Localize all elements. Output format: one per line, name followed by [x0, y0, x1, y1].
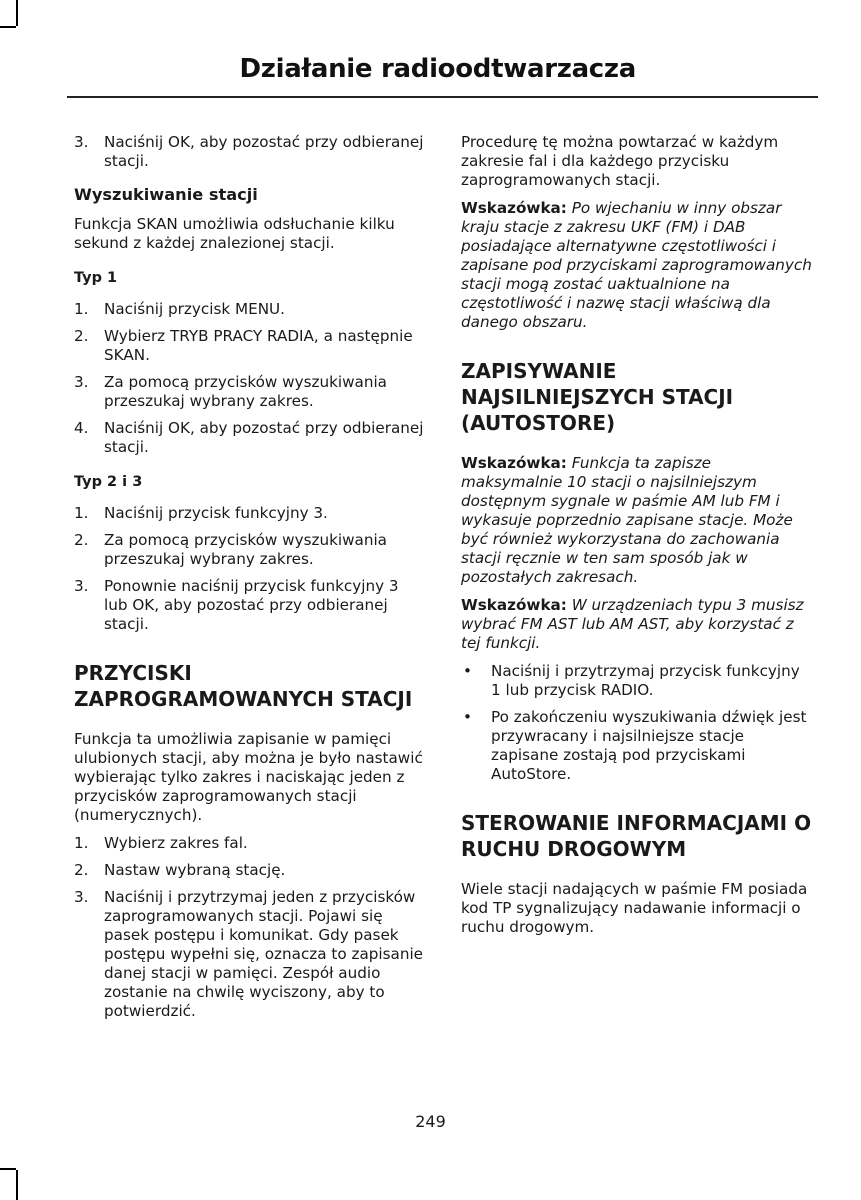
list-item — [74, 834, 426, 853]
list-item — [74, 419, 426, 457]
left-column — [74, 133, 426, 1030]
presets-intro: Funkcja ta umożliwia zapisanie w pamięci ulubionych stacji, aby można je było nastawić wybierając tylko zakres i naciskając jeden z przycisków zaprogramowanych stacji (numerycznych). — [74, 730, 423, 824]
step-number: 4. — [74, 419, 89, 437]
crop-mark-bottom-left-horizontal — [0, 1168, 16, 1170]
bullet-glyph: • — [463, 662, 472, 680]
step-number: 2. — [74, 327, 89, 345]
note-label: Wskazówka: — [461, 454, 567, 472]
repeat-text: Procedurę tę można powtarzać w każdym zakresie fal i dla każdego przycisku zaprogramowanych stacji. — [461, 133, 779, 189]
header-rule — [67, 96, 818, 98]
section-heading-search: Wyszukiwanie stacji — [74, 185, 258, 204]
list-item — [461, 708, 813, 784]
subheading-type-1: Typ 1 — [74, 270, 118, 286]
continued-step-list — [74, 133, 426, 171]
step-number: 3. — [74, 577, 89, 595]
step-text: Wybierz zakres fal. — [104, 834, 248, 852]
list-item — [74, 300, 426, 319]
step-number: 2. — [74, 861, 89, 879]
note-text: W urządzeniach typu 3 musisz wybrać FM AST lub AM AST, aby korzystać z tej funkcji. — [461, 596, 804, 652]
step-text: Naciśnij przycisk funkcyjny 3. — [104, 504, 328, 522]
step-number: 3. — [74, 888, 89, 906]
note-autostore-capacity — [461, 454, 813, 587]
section-heading-presets: PRZYCISKI ZAPROGRAMOWANYCH STACJI — [74, 661, 413, 711]
section-heading-autostore: ZAPISYWANIE NAJSILNIEJSZYCH STACJI (AUTOSTORE) — [461, 359, 734, 435]
list-item — [74, 888, 426, 1021]
list-item — [74, 327, 426, 365]
step-text: Nastaw wybraną stację. — [104, 861, 286, 879]
crop-mark-top-left-vertical — [16, 0, 18, 26]
list-item — [74, 861, 426, 880]
list-item — [74, 531, 426, 569]
step-text: Ponownie naciśnij przycisk funkcyjny 3 lub OK, aby pozostać przy odbieranej stacji. — [104, 577, 399, 633]
list-item — [74, 504, 426, 523]
list-item — [74, 133, 426, 171]
autostore-bullets — [461, 662, 813, 784]
section-heading-traffic: STEROWANIE INFORMACJAMI O RUCHU DROGOWYM — [461, 811, 812, 861]
step-number: 1. — [74, 504, 89, 522]
type-2-3-steps — [74, 504, 426, 634]
note-label: Wskazówka: — [461, 596, 567, 614]
step-number: 2. — [74, 531, 89, 549]
note-type-3-devices — [461, 596, 813, 653]
bullet-glyph: • — [463, 708, 472, 726]
step-text: Naciśnij OK, aby pozostać przy odbieranej stacji. — [104, 419, 424, 456]
list-item — [74, 577, 426, 634]
traffic-text: Wiele stacji nadających w paśmie FM posiada kod TP sygnalizujący nadawanie informacji o ruchu drogowym. — [461, 880, 808, 936]
step-text: Za pomocą przycisków wyszukiwania przeszukaj wybrany zakres. — [104, 373, 387, 410]
right-column — [461, 133, 813, 946]
page-number: 249 — [415, 1112, 446, 1131]
crop-mark-bottom-left-vertical — [16, 1170, 18, 1200]
step-text: Naciśnij OK, aby pozostać przy odbieranej stacji. — [104, 133, 424, 170]
type-1-steps — [74, 300, 426, 457]
page-title: Działanie radioodtwarzacza — [239, 54, 636, 84]
step-text: Wybierz TRYB PRACY RADIA, a następnie SKAN. — [104, 327, 413, 364]
bullet-text: Naciśnij i przytrzymaj przycisk funkcyjny 1 lub przycisk RADIO. — [491, 662, 800, 699]
search-intro: Funkcja SKAN umożliwia odsłuchanie kilku sekund z każdej znalezionej stacji. — [74, 215, 395, 252]
list-item — [461, 662, 813, 700]
bullet-text: Po zakończeniu wyszukiwania dźwięk jest przywracany i najsilniejsze stacje zapisane zostają pod przyciskami AutoStore. — [491, 708, 807, 783]
note-frequency-update — [461, 199, 813, 332]
step-number: 1. — [74, 834, 89, 852]
note-text: Po wjechaniu w inny obszar kraju stacje z zakresu UKF (FM) i DAB posiadające alternatywne częstotliwości i zapisane pod przyciskami zaprogramowanych stacji mogą zostać uaktualnione na częstotliwość i nazwę stacji właściwą dla danego obszaru. — [461, 199, 812, 331]
note-text: Funkcja ta zapisze maksymalnie 10 stacji o najsilniejszym dostępnym sygnale w paśmie AM lub FM i wykasuje poprzednio zapisane stacje. Może być również wykorzystana do zachowania stacji ręcznie w ten sam sposób jak w pozostałych zakresach. — [461, 454, 793, 586]
list-item — [74, 373, 426, 411]
step-text: Naciśnij i przytrzymaj jeden z przycisków zaprogramowanych stacji. Pojawi się pasek postępu i komunikat. Gdy pasek postępu wypełni się, oznacza to zapisanie danej stacji w pamięci. Zespół audio zostanie na chwilę wyciszony, aby to potwierdzić. — [104, 888, 424, 1020]
crop-mark-top-left-horizontal — [0, 26, 16, 28]
step-number: 3. — [74, 133, 89, 151]
step-text: Za pomocą przycisków wyszukiwania przeszukaj wybrany zakres. — [104, 531, 387, 568]
subheading-type-2-3: Typ 2 i 3 — [74, 474, 143, 490]
note-label: Wskazówka: — [461, 199, 567, 217]
step-number: 1. — [74, 300, 89, 318]
presets-steps — [74, 834, 426, 1021]
step-number: 3. — [74, 373, 89, 391]
step-text: Naciśnij przycisk MENU. — [104, 300, 285, 318]
